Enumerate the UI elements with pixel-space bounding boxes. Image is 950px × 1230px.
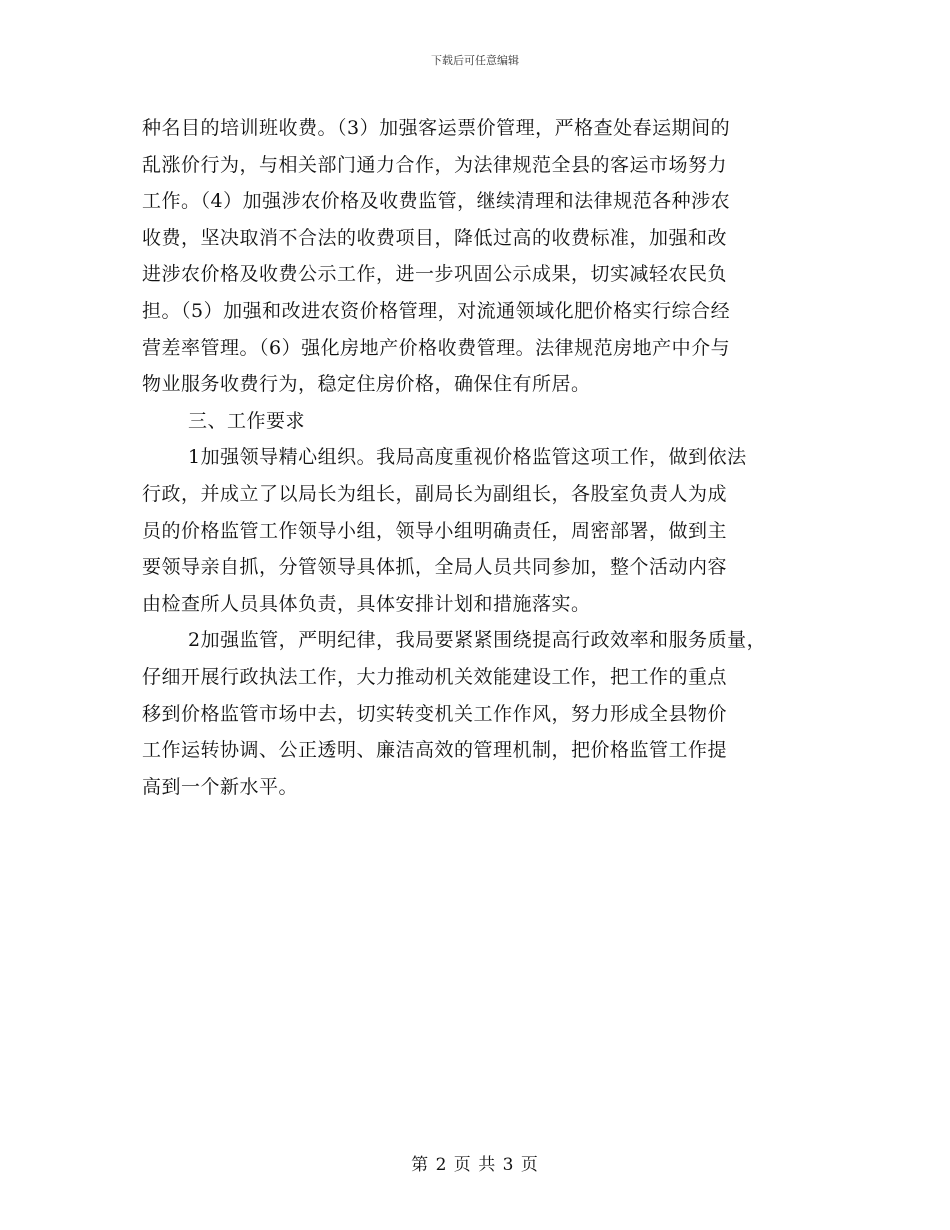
body-line: 仔细开展行政执法工作，大力推动机关效能建设工作，把工作的重点 xyxy=(142,665,728,688)
body-line: 由检查所人员具体负责，具体安排计划和措施落实。 xyxy=(142,592,591,615)
body-line: 物业服务收费行为，稳定住房价格，确保住有所居。 xyxy=(142,373,591,396)
body-line: 种名目的培训班收费。（3）加强客运票价管理，严格查处春运期间的 xyxy=(142,117,731,139)
body-line: 营差率管理。（6）强化房地产价格收费管理。法律规范房地产中介与 xyxy=(142,336,731,359)
body-line: 高到一个新水平。 xyxy=(142,775,299,798)
body-line: 工作。（4）加强涉农价格及收费监管，继续清理和法律规范各种涉农 xyxy=(142,190,731,213)
body-line: 乱涨价行为，与相关部门通力合作，为法律规范全县的客运市场努力 xyxy=(142,153,728,176)
body-line: 收费，坚决取消不合法的收费项目，降低过高的收费标准，加强和改 xyxy=(142,226,728,249)
body-line: 2加强监管，严明纪律，我局要紧紧围绕提高行政效率和服务质量， xyxy=(188,629,767,652)
body-line: 工作运转协调、公正透明、廉洁高效的管理机制，把价格监管工作提 xyxy=(142,739,728,762)
body-line: 担。（5）加强和改进农资价格管理，对流通领域化肥价格实行综合经 xyxy=(142,299,731,322)
page-number: 第 2 页 共 3 页 xyxy=(411,1155,539,1175)
page-header: 下载后可任意编辑 xyxy=(431,54,519,67)
body-line: 要领导亲自抓，分管领导具体抓，全局人员共同参加，整个活动内容 xyxy=(142,556,728,579)
body-line: 1加强领导精心组织。我局高度重视价格监管这项工作，做到依法 xyxy=(188,446,747,469)
body-line: 进涉农价格及收费公示工作，进一步巩固公示成果，切实减轻农民负 xyxy=(142,263,728,286)
body-line: 员的价格监管工作领导小组，领导小组明确责任，周密部署，做到主 xyxy=(142,519,728,542)
body-line: 行政，并成立了以局长为组长，副局长为副组长，各股室负责人为成 xyxy=(142,482,728,505)
section-heading: 三、工作要求 xyxy=(188,409,306,432)
body-line: 移到价格监管市场中去，切实转变机关工作作风，努力形成全县物价 xyxy=(142,702,728,725)
document-body xyxy=(142,110,832,805)
